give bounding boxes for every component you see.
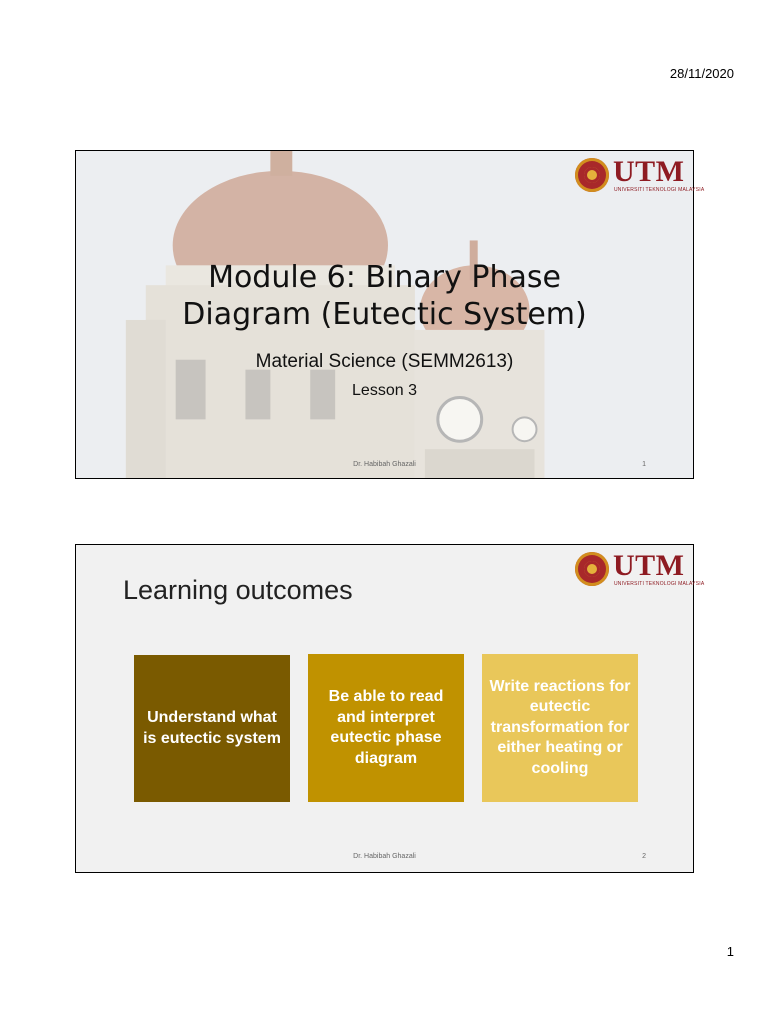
outcome-box [134,655,290,802]
outcome-box [308,654,464,802]
slide-1 [75,150,705,479]
page-date: 28/11/2020 [669,66,734,81]
logo-subtitle: UNIVERSITI TEKNOLOGI MALAYSIA [614,581,705,587]
page-number: 1 [726,944,734,959]
title-line-1: Module 6: Binary Phase [208,260,561,295]
utm-seal-icon [575,552,609,586]
logo-name: UTM [613,549,685,582]
title-line-2: Diagram (Eutectic System) [182,297,587,332]
utm-seal-icon [575,158,609,192]
slide-title: Learning outcomes [123,575,353,605]
slide-2 [75,544,705,873]
slide-number: 2 [642,853,646,860]
slide-number: 1 [642,461,646,468]
footer-author: Dr. Habibah Ghazali [353,853,416,860]
utm-logo [575,155,705,196]
outcome-text: Be able to read and interpret eutectic phase diagram [328,688,444,767]
outcome-box [482,654,638,802]
utm-logo [575,549,705,590]
logo-name: UTM [613,155,685,188]
outcome-text: Understand what is eutectic system [143,709,281,747]
outcome-text: Write reactions for eutectic transformation for either heating or cooling [489,677,631,777]
slide-subtitle: Material Science (SEMM2613) [255,351,514,372]
logo-subtitle: UNIVERSITI TEKNOLOGI MALAYSIA [614,187,705,193]
footer-author: Dr. Habibah Ghazali [353,461,416,468]
slide-title [76,259,693,333]
lesson-label: Lesson 3 [352,382,417,399]
